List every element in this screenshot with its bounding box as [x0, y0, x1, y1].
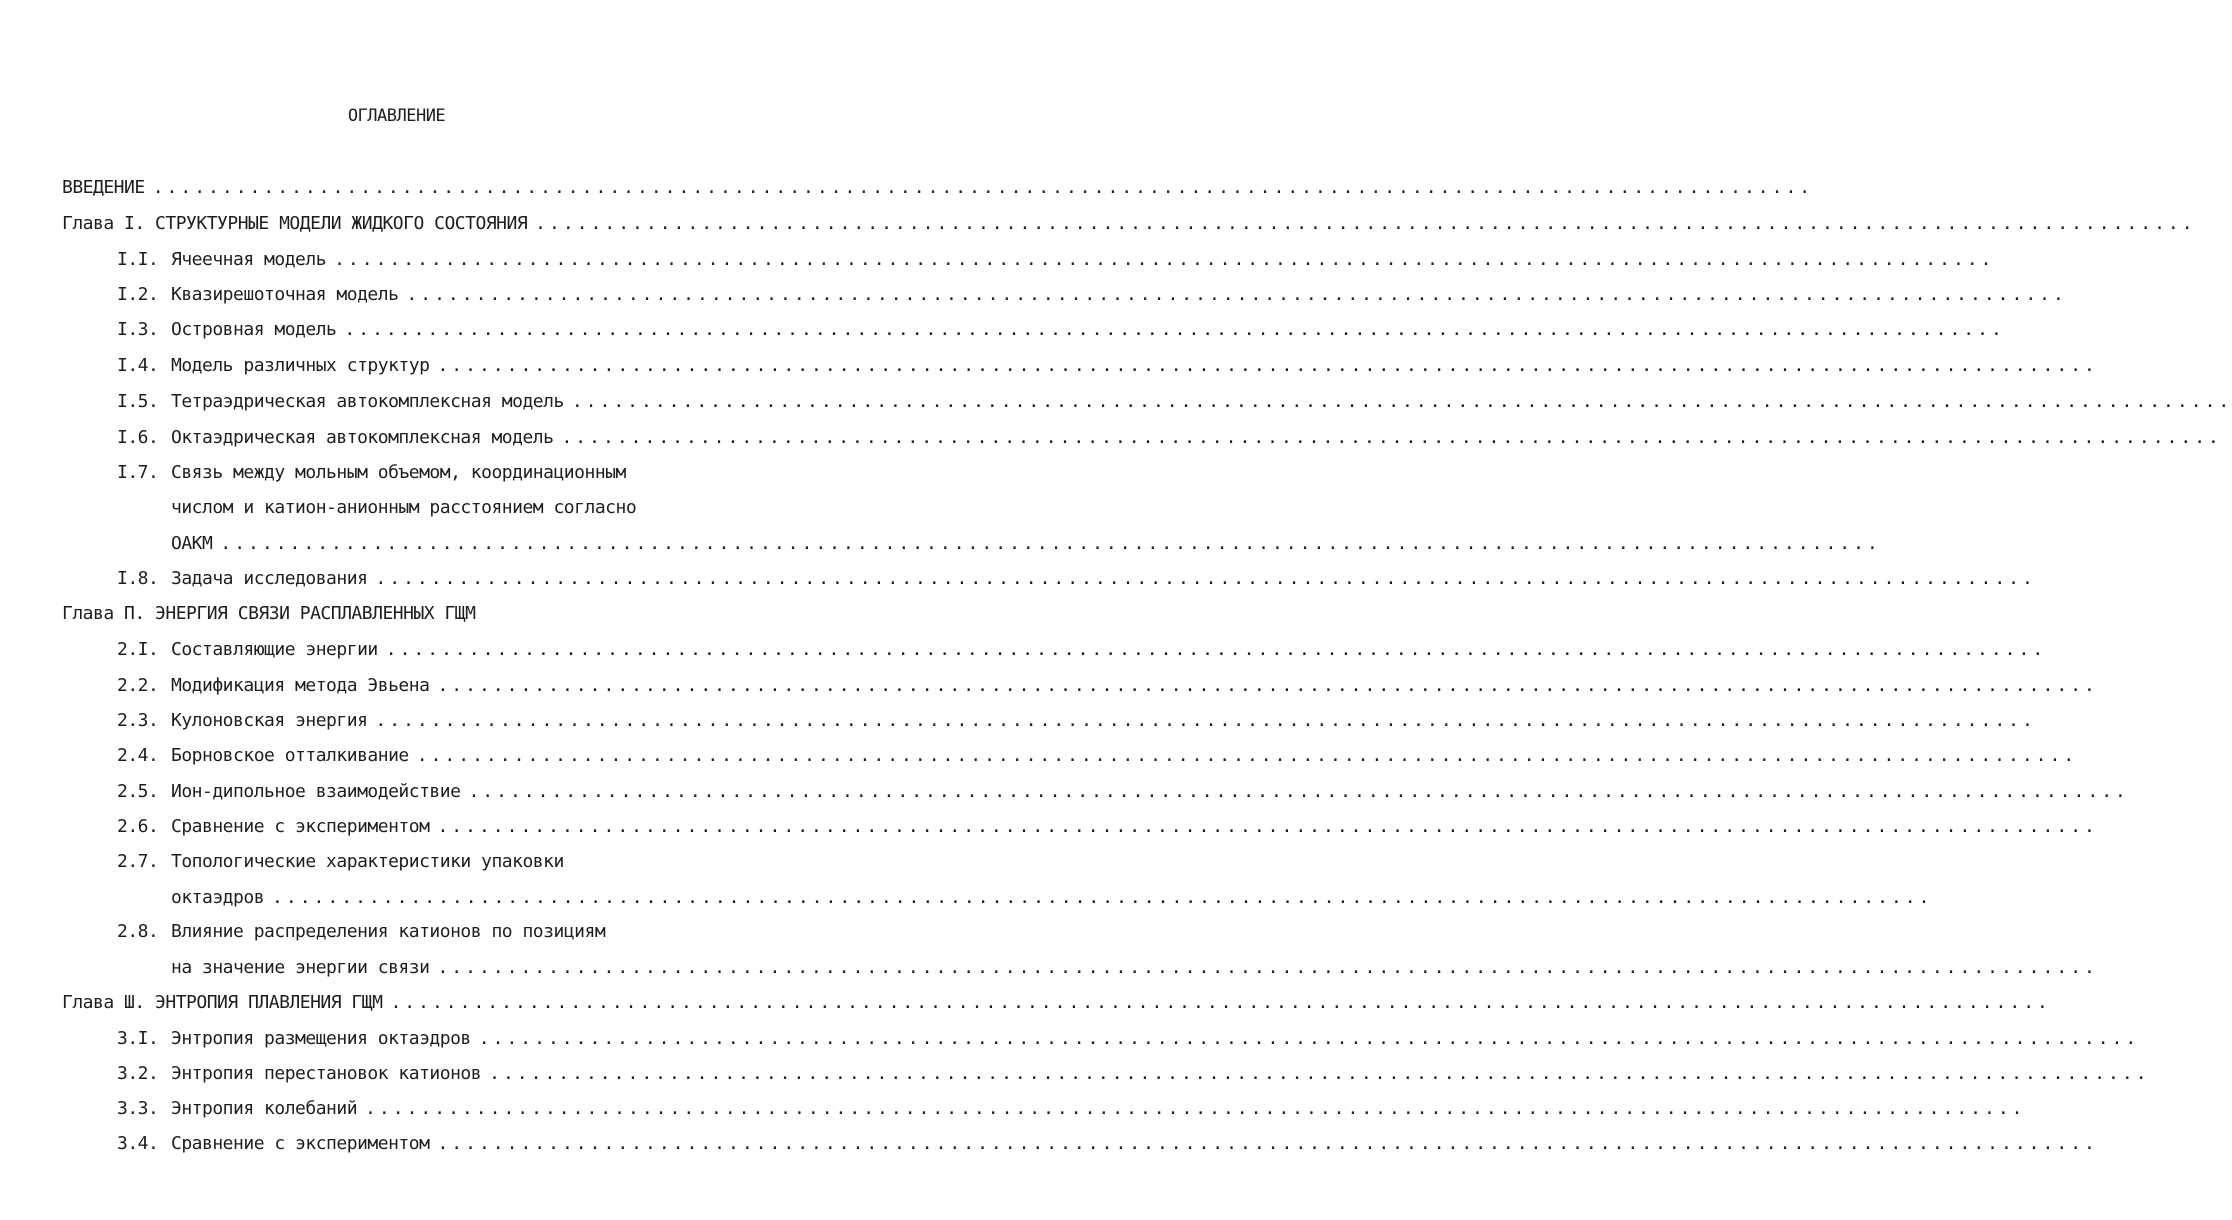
- toc-section-entry: [117, 920, 660, 944]
- toc-section-entry: [117, 744, 2078, 768]
- toc-section-entry: [117, 1097, 2026, 1121]
- toc-entry-label: Составляющие энергии: [171, 639, 378, 660]
- toc-entry-label: Задача исследования: [171, 568, 368, 589]
- toc-entry-label: на значение энергии связи: [171, 957, 430, 978]
- dot-leader: ........................................................................................................................: [571, 391, 2232, 412]
- toc-entry-number: 2.5.: [117, 781, 159, 802]
- dot-leader: ........................................................................................................................: [220, 533, 1881, 554]
- toc-entry-number: I.I.: [117, 249, 159, 270]
- toc-entry-label: Ион-дипольное взаимодействие: [171, 781, 461, 802]
- toc-entry-label: числом и катион-анионным расстоянием согласно: [171, 497, 637, 518]
- toc-entry-number: I.2.: [117, 284, 159, 305]
- toc-entry-number: 3.3.: [117, 1098, 159, 1119]
- toc-entry-label: Топологические характеристики упаковки: [171, 851, 564, 872]
- dot-leader: ........................................................................................................................: [365, 1098, 2026, 1119]
- dot-leader: ........................................................................................................................: [437, 675, 2098, 696]
- toc-entry-label: Модель различных структур: [171, 355, 430, 376]
- toc-entry-label: ОАКМ: [171, 533, 213, 554]
- toc-entry-number: 2.3.: [117, 710, 159, 731]
- dot-leader: ........................................................................................................................: [535, 213, 2196, 234]
- dot-leader: ........................................................................................................................: [468, 781, 2129, 802]
- toc-section-entry: [117, 1062, 2150, 1086]
- toc-section-entry: [117, 248, 1995, 272]
- toc-chapter-entry: [62, 602, 660, 626]
- toc-entry-label: Островная модель: [171, 319, 337, 340]
- toc-entry-label: Влияние распределения катионов по позициям: [171, 921, 606, 942]
- toc-entry-number: I.7.: [117, 462, 159, 483]
- toc-section-entry: [117, 426, 2222, 450]
- dot-leader: ........................................................................................................................: [152, 177, 1814, 198]
- toc-section-entry: [117, 318, 2005, 342]
- toc-entry-label: Квазирешоточная модель: [171, 284, 399, 305]
- dot-leader: ........................................................................................................................: [561, 427, 2222, 448]
- toc-entry-label: Борновское отталкивание: [171, 745, 409, 766]
- dot-leader: ........................................................................................................................: [375, 710, 2036, 731]
- toc-entry-number: 3.4.: [117, 1133, 159, 1154]
- toc-section-entry: [117, 390, 2232, 414]
- toc-section-entry: [117, 638, 2047, 662]
- toc-entry-number: 2.8.: [117, 921, 159, 942]
- toc-entry-number: I.3.: [117, 319, 159, 340]
- toc-entry-label: ВВЕДЕНИЕ: [62, 177, 145, 198]
- toc-entry-label: Ячеечная модель: [171, 249, 327, 270]
- toc-entry-number: 2.2.: [117, 675, 159, 696]
- toc-entry-number: 2.7.: [117, 851, 159, 872]
- toc-chapter-entry: [62, 991, 2051, 1015]
- dot-leader: ........................................................................................................................: [390, 992, 2051, 1013]
- toc-entry-label: Октаэдрическая автокомплексная модель: [171, 427, 554, 448]
- dot-leader: ........................................................................................................................: [437, 957, 2098, 978]
- dot-leader: ........................................................................................................................: [437, 1133, 2098, 1154]
- page-title: ОГЛАВЛЕНИЕ: [347, 106, 446, 126]
- toc-entry-label: октаэдров: [171, 887, 265, 908]
- dot-leader: ........................................................................................................................: [406, 284, 2067, 305]
- toc-entry-label: Энтропия перестановок катионов: [171, 1063, 482, 1084]
- dot-leader: ........................................................................................................................: [385, 639, 2047, 660]
- dot-leader: ........................................................................................................................: [375, 568, 2036, 589]
- toc-section-entry: [117, 496, 660, 520]
- toc-section-entry: [117, 567, 2036, 591]
- toc-section-entry: [117, 1132, 2098, 1156]
- toc-entry-label: Энтропия колебаний: [171, 1098, 358, 1119]
- toc-entry-label: Связь между мольным объемом, координационным: [171, 462, 626, 483]
- toc-entry-number: 2.I.: [117, 639, 159, 660]
- toc-entry-number: I.5.: [117, 391, 159, 412]
- dot-leader: ........................................................................................................................: [437, 816, 2098, 837]
- toc-section-entry: [117, 850, 660, 874]
- toc-section-entry: [117, 354, 2098, 378]
- toc-section-entry: [117, 780, 2129, 804]
- toc-entry-label: Тетраэдрическая автокомплексная модель: [171, 391, 564, 412]
- toc-section-entry: [117, 461, 660, 485]
- toc-section-entry: [117, 532, 1881, 556]
- toc-entry-label: Глава Ш. ЭНТРОПИЯ ПЛАВЛЕНИЯ ГЩМ: [62, 992, 383, 1013]
- toc-entry-number: I.8.: [117, 568, 159, 589]
- toc-entry-label: Глава I. СТРУКТУРНЫЕ МОДЕЛИ ЖИДКОГО СОСТОЯНИЯ: [62, 213, 528, 234]
- toc-section-entry: [117, 283, 2067, 307]
- toc-entry-number: I.4.: [117, 355, 159, 376]
- toc-section-entry: [117, 886, 1933, 910]
- toc-entry-number: 3.2.: [117, 1063, 159, 1084]
- dot-leader: ........................................................................................................................: [334, 249, 1995, 270]
- toc-entry-label: Энтропия размещения октаэдров: [171, 1028, 471, 1049]
- toc-chapter-entry: [62, 176, 1814, 200]
- toc-chapter-entry: [62, 212, 2196, 236]
- toc-entry-label: Глава П. ЭНЕРГИЯ СВЯЗИ РАСПЛАВЛЕННЫХ ГЩМ: [62, 603, 476, 624]
- toc-entry-label: Сравнение с экспериментом: [171, 1133, 430, 1154]
- toc-section-entry: [117, 709, 2036, 733]
- toc-section-entry: [117, 674, 2098, 698]
- toc-entry-number: 2.4.: [117, 745, 159, 766]
- toc-section-entry: [117, 1027, 2140, 1051]
- toc-entry-number: I.6.: [117, 427, 159, 448]
- dot-leader: ........................................................................................................................: [416, 745, 2078, 766]
- toc-entry-label: Сравнение с экспериментом: [171, 816, 430, 837]
- toc-entry-label: Модификация метода Эвьена: [171, 675, 430, 696]
- toc-entry-label: Кулоновская энергия: [171, 710, 368, 731]
- toc-section-entry: [117, 815, 2098, 839]
- toc-entry-number: 3.I.: [117, 1028, 159, 1049]
- dot-leader: ........................................................................................................................: [272, 887, 1933, 908]
- dot-leader: ........................................................................................................................: [478, 1028, 2140, 1049]
- dot-leader: ........................................................................................................................: [344, 319, 2005, 340]
- toc-section-entry: [117, 956, 2098, 980]
- toc-entry-number: 2.6.: [117, 816, 159, 837]
- dot-leader: ........................................................................................................................: [489, 1063, 2150, 1084]
- dot-leader: ........................................................................................................................: [437, 355, 2098, 376]
